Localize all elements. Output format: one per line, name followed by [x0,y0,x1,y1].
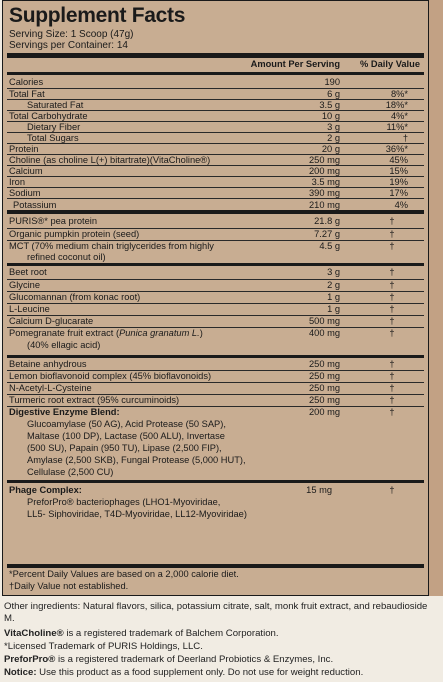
ingredient-row [7,291,424,303]
ingredient-dv: † [389,267,395,277]
phage-complex-amount: 15 mg [306,485,332,495]
phage-line: PreforPro® bacteriophages (LHO1-Myoviridae, [27,497,221,507]
ingredient-row [7,382,424,394]
nutrient-name: Potassium [13,200,57,210]
serving-size: Serving Size: 1 Scoop (47g) [9,29,134,40]
supplement-facts-panel [2,0,429,596]
other-ingredients: Other ingredients: Natural flavors, silica, potassium citrate, salt, monk fruit extract, and rebaudioside M. [4,601,428,625]
ingredient-amount: 250 mg [308,359,340,369]
ingredient-name-cont: refined coconut oil) [27,252,106,262]
nutrient-row [7,176,424,187]
nutrient-dv: 36%* [385,144,408,154]
nutrient-amount: 190 [324,77,340,87]
nutrient-row [7,154,424,165]
ingredient-name-cont: (40% ellagic acid) [27,340,101,350]
notice-line [4,667,439,679]
nutrient-name: Iron [9,177,26,187]
footnote-dv: *Percent Daily Values are based on a 2,000 calorie diet. [9,569,239,579]
ingredient-name [9,328,203,339]
nutrient-name: Sodium [9,188,41,198]
ingredient-row [7,267,424,279]
ingredient-dv: † [389,383,395,393]
ingredient-name: L-Leucine [9,304,50,314]
ingredient-row [7,315,424,327]
nutrient-name: Total Sugars [27,133,79,143]
enzyme-line: Maltase (100 DP), Lactase (500 ALU), Invertase [27,431,225,441]
nutrient-name: Dietary Fiber [27,122,81,132]
nutrient-amount: 3.5 mg [311,177,340,187]
thick-divider [7,53,424,58]
ingredient-row [7,216,424,228]
ingredient-amount: 4.5 g [319,241,340,251]
ingredient-name: Beet root [9,267,47,277]
ingredient-amount: 250 mg [308,383,340,393]
nutrient-row [7,143,424,154]
trademark-text: is a registered trademark of Deerland Probiotics & Enzymes, Inc. [55,654,334,665]
ingredient-dv: † [389,241,395,251]
ingredient-dv: † [389,216,395,226]
nutrient-dv: 15% [389,166,408,176]
nutrient-dv: 4% [394,200,408,210]
ingredient-name: N-Acetyl-L-Cysteine [9,383,92,393]
nutrient-dv: 19% [389,177,408,187]
column-header [7,59,424,72]
ingredient-dv: † [389,328,395,338]
nutrient-amount: 200 mg [308,166,340,176]
group-divider [7,263,424,266]
nutrient-amount: 6 g [327,89,340,99]
nutrient-amount: 210 mg [308,200,340,210]
nutrient-dv: 45% [389,155,408,165]
nutrient-name: Calcium [9,166,43,176]
ingredient-dv: † [389,229,395,239]
nutrient-row [7,198,424,210]
nutrient-name: Total Carbohydrate [9,111,88,121]
ingredient-amount: 400 mg [308,328,340,338]
nutrient-dv: † [402,133,408,143]
ingredient-name: PURIS®* pea protein [9,216,97,226]
nutrient-dv: 11%* [386,122,408,132]
ingredient-name: MCT (70% medium chain triglycerides from highly [9,241,214,251]
trademark-name: PreforPro® [4,654,56,665]
trademark-text: *Licensed Trademark of PURIS Holdings, LLC. [4,641,203,652]
panel-title: Supplement Facts [9,4,186,27]
nutrient-amount: 390 mg [308,188,340,198]
footnote-dagger: †Daily Value not established. [9,581,129,591]
thick-divider [7,564,424,568]
ingredient-amount: 1 g [327,292,340,302]
ingredient-name-start: Pomegranate fruit extract ( [9,328,120,338]
nutrient-name: Saturated Fat [27,100,84,110]
nutrient-name: Protein [9,144,39,154]
header-divider [7,72,424,75]
right-edge-band [429,0,443,596]
nutrient-row [7,77,424,88]
trademark-text: is a registered trademark of Balchem Corporation. [63,628,279,639]
enzyme-blend-amount: 200 mg [308,407,340,417]
ingredient-amount: 250 mg [308,395,340,405]
amount-header: Amount Per Serving [250,59,340,69]
ingredient-amount: 3 g [327,267,340,277]
phage-complex-title: Phage Complex: [9,485,82,495]
ingredient-name: Lemon bioflavonoid complex (45% bioflavonoids) [9,371,212,381]
ingredient-amount: 250 mg [308,371,340,381]
ingredient-name: Betaine anhydrous [9,359,87,369]
group-divider [7,480,424,483]
thick-divider [7,210,424,214]
nutrient-row [7,165,424,176]
enzyme-line: Glucoamylase (50 AG), Acid Protease (50 SAP), [27,419,226,429]
nutrient-name: Choline (as choline L(+) bitartrate)(VitaCholine®) [9,155,211,165]
enzyme-line: Cellulase (2,500 CU) [27,467,114,477]
notice-text: Use this product as a food supplement only. Do not use for weight reduction. [36,667,364,678]
phage-complex-block [7,485,424,523]
enzyme-line: Amylase (2,500 SKB), Fungal Protease (5,000 HUT), [27,455,246,465]
ingredient-row [7,370,424,382]
nutrient-amount: 2 g [327,133,340,143]
nutrient-dv: 8%* [390,89,408,99]
enzyme-blend-dv: † [389,407,395,417]
ingredient-latin-name: Punica granatum L. [119,328,200,338]
ingredient-dv: † [389,371,395,381]
nutrient-row [7,132,424,143]
enzyme-blend-block [7,406,424,480]
ingredient-dv: † [389,316,395,326]
ingredient-dv: † [389,280,395,290]
ingredient-name: Calcium D-glucarate [9,316,94,326]
ingredient-row [7,303,424,315]
servings-per-container: Servings per Container: 14 [9,40,128,51]
ingredient-name: Turmeric root extract (95% curcuminoids) [9,395,180,405]
nutrient-row [7,187,424,198]
ingredient-name: Glucomannan (from konac root) [9,292,141,302]
ingredient-row [7,394,424,406]
phage-line: LL5- Siphoviridae, T4D-Myoviridae, LL12-Myoviridae) [27,509,247,519]
ingredient-amount: 1 g [327,304,340,314]
nutrient-amount: 250 mg [308,155,340,165]
nutrient-dv: 18%* [385,100,408,110]
nutrient-name: Calories [9,77,44,87]
trademark-line [4,654,439,666]
trademark-line [4,641,439,653]
ingredient-dv: † [389,292,395,302]
dv-header: % Daily Value [360,59,420,69]
ingredient-dv: † [389,395,395,405]
ingredient-amount: 500 mg [308,316,340,326]
enzyme-line: (500 SU), Papain (950 TU), Lipase (2,500 FIP), [27,443,222,453]
ingredient-row [7,327,424,355]
ingredient-amount: 7.27 g [314,229,340,239]
ingredient-row [7,240,424,263]
nutrient-name: Total Fat [9,89,45,99]
ingredient-row [7,279,424,291]
notice-label: Notice: [4,667,37,678]
ingredient-name-end: ) [199,328,203,338]
ingredient-name: Organic pumpkin protein (seed) [9,229,140,239]
nutrient-row [7,88,424,99]
nutrient-row [7,121,424,132]
ingredient-amount: 2 g [327,280,340,290]
trademark-line [4,628,439,640]
nutrient-dv: 17% [389,188,408,198]
nutrient-amount: 20 g [321,144,340,154]
ingredient-dv: † [389,359,395,369]
ingredient-row [7,228,424,240]
trademark-name: VitaCholine® [4,628,64,639]
ingredient-dv: † [389,304,395,314]
enzyme-blend-title: Digestive Enzyme Blend: [9,407,120,417]
nutrient-row [7,99,424,110]
nutrient-dv: 4%* [390,111,408,121]
phage-complex-dv: † [389,485,395,495]
nutrient-row [7,110,424,121]
ingredient-amount: 21.8 g [314,216,340,226]
nutrient-amount: 3 g [327,122,340,132]
ingredient-name: Glycine [9,280,41,290]
nutrient-amount: 3.5 g [319,100,340,110]
ingredient-row [7,358,424,370]
nutrient-amount: 10 g [321,111,340,121]
